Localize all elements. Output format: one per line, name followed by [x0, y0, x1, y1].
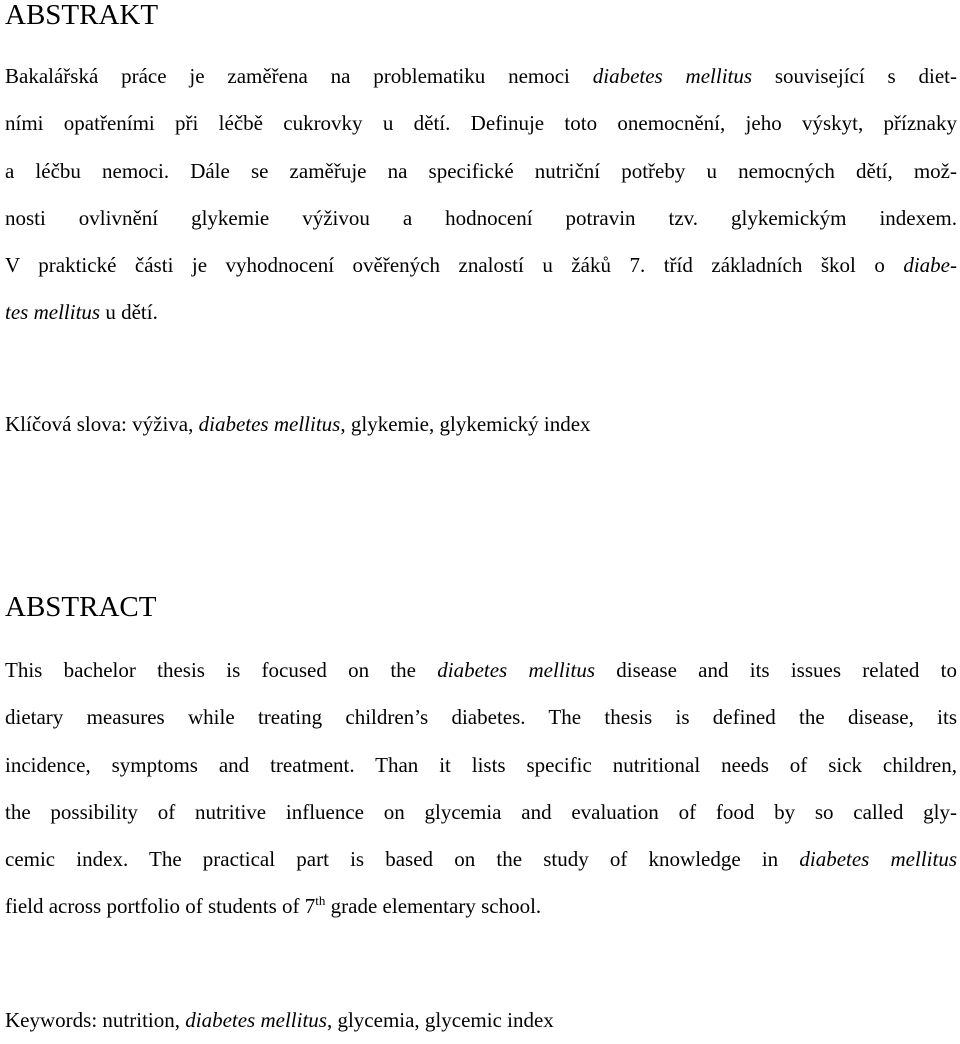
abstract-keywords	[5, 997, 957, 1044]
abstrakt-line-5-italic: diabe-	[903, 253, 957, 278]
abstract-line-6-text: field across portfolio of students of 7	[5, 894, 316, 919]
abstract-line-6-superscript: th	[315, 893, 326, 909]
abstract-line-2-text: dietary measures while treating children’s diabetes. The thesis is defined the disease, its	[5, 705, 957, 730]
abstract-heading: ABSTRACT	[5, 591, 157, 623]
abstrakt-line-4	[5, 195, 957, 242]
abstrakt-line-3-text: a léčbu nemoci. Dále se zaměřuje na specifické nutriční potřeby u nemocných dětí, mož-	[5, 158, 957, 183]
abstract-line-6	[5, 883, 957, 930]
abstract-line-5	[5, 836, 957, 883]
abstract-paragraph	[5, 647, 957, 931]
abstract-line-2	[5, 694, 957, 741]
abstrakt-keywords-line	[5, 401, 957, 448]
abstrakt-line-6	[5, 289, 957, 336]
abstract-line-3-text: incidence, symptoms and treatment. Than it lists specific nutritional needs of sick children,	[5, 752, 957, 777]
abstrakt-line-1-text-end: související s diet-	[752, 64, 958, 88]
abstrakt-keywords-rest: , glykemie, glykemický index	[340, 412, 591, 436]
abstrakt-paragraph	[5, 53, 957, 337]
abstrakt-line-1	[5, 53, 957, 100]
abstract-keywords-rest: , glycemia, glycemic index	[326, 1008, 554, 1032]
abstract-line-1-text-end: disease and its issues related to	[595, 658, 957, 682]
abstract-line-1	[5, 647, 957, 694]
abstract-line-1-text: This bachelor thesis is focused on the	[5, 658, 438, 682]
abstract-line-6-text-end: grade elementary school.	[325, 894, 542, 919]
abstrakt-keywords	[5, 401, 957, 448]
abstract-keywords-line	[5, 997, 957, 1044]
abstrakt-line-1-italic: diabetes mellitus	[592, 64, 753, 88]
abstrakt-keywords-label: Klíčová slova: výživa,	[5, 412, 199, 436]
abstract-line-1-italic: diabetes mellitus	[437, 658, 595, 682]
abstrakt-keywords-italic: diabetes mellitus	[198, 412, 341, 436]
abstrakt-line-5-text: V praktické části je vyhodnocení ověřených znalostí u žáků 7. tříd základních škol o	[5, 253, 904, 278]
abstract-line-4	[5, 789, 957, 836]
abstrakt-line-1-text: Bakalářská práce je zaměřena na problematiku nemoci	[5, 64, 593, 88]
abstrakt-line-3	[5, 148, 957, 195]
abstrakt-heading: ABSTRAKT	[5, 0, 159, 31]
abstrakt-line-4-text: nosti ovlivnění glykemie výživou a hodnocení potravin tzv. glykemickým indexem.	[5, 205, 957, 230]
abstrakt-line-2-text: ními opatřeními při léčbě cukrovky u dětí. Definuje toto onemocnění, jeho výskyt, příznaky	[5, 111, 957, 136]
abstract-line-5-italic: diabetes mellitus	[799, 847, 958, 872]
abstrakt-line-2	[5, 100, 957, 147]
abstrakt-line-6-italic: tes mellitus	[5, 300, 101, 325]
abstract-keywords-label: Keywords: nutrition,	[5, 1008, 186, 1032]
abstrakt-line-5	[5, 242, 957, 289]
abstract-line-3	[5, 742, 957, 789]
abstract-line-5-text: cemic index. The practical part is based on the study of knowledge in	[5, 847, 800, 872]
abstract-line-4-text: the possibility of nutritive influence on glycemia and evaluation of food by so called gly-	[5, 799, 957, 824]
abstrakt-line-6-text: u dětí.	[100, 300, 158, 325]
abstract-keywords-italic: diabetes mellitus	[185, 1008, 327, 1032]
